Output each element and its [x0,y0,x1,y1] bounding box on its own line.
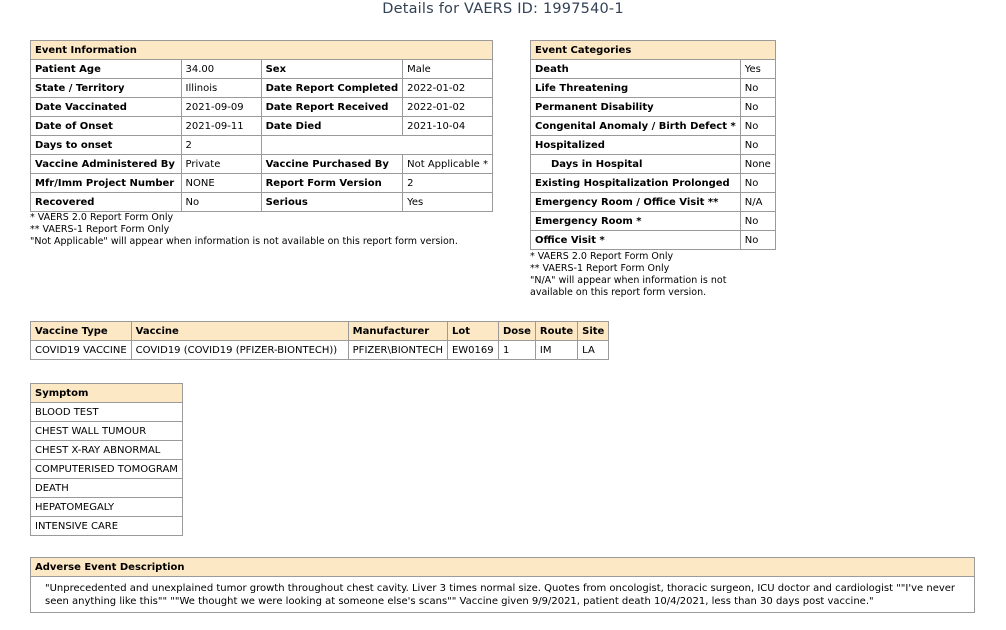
category-label: Death [531,60,741,79]
category-value: No [740,174,775,193]
footnote: * VAERS 2.0 Report Form Only [530,251,674,262]
footnote: "N/A" will appear when information is not [530,275,727,286]
category-label: Emergency Room * [531,212,741,231]
table-row [31,155,493,174]
field-value: Private [181,155,261,174]
category-value: No [740,212,775,231]
column-header: Vaccine [131,322,348,341]
field-label: Date Report Received [261,98,403,117]
field-label: Vaccine Administered By [31,155,182,174]
category-label: Existing Hospitalization Prolonged [531,174,741,193]
category-label: Hospitalized [531,136,741,155]
adverse-event-table [30,557,975,613]
field-label: Vaccine Purchased By [261,155,403,174]
footnote: "Not Applicable" will appear when information is not available on this report form version. [30,236,458,247]
vaccine-table [30,321,609,360]
table-row [31,577,975,613]
table-row [31,479,183,498]
category-label: Office Visit * [531,231,741,250]
field-label: Date Died [261,117,403,136]
symptom-item: COMPUTERISED TOMOGRAM [31,460,183,479]
category-label: Permanent Disability [531,98,741,117]
symptom-table [30,383,183,536]
symptom-item: HEPATOMEGALY [31,498,183,517]
table-row [531,117,776,136]
table-cell: LA [578,341,609,360]
table-row [31,460,183,479]
table-row [531,193,776,212]
footnote: ** VAERS-1 Report Form Only [530,263,670,274]
table-row [31,341,609,360]
column-header: Site [578,322,609,341]
symptom-item: BLOOD TEST [31,403,183,422]
table-cell: COVID19 (COVID19 (PFIZER-BIONTECH)) [131,341,348,360]
symptom-item: CHEST X-RAY ABNORMAL [31,441,183,460]
table-row [31,60,493,79]
table-row [531,60,776,79]
field-value: 2022-01-02 [403,79,493,98]
table-row [31,174,493,193]
field-value: Illinois [181,79,261,98]
symptom-item: INTENSIVE CARE [31,517,183,536]
page-title: Details for VAERS ID: 1997540-1 [382,1,624,17]
table-row [531,98,776,117]
field-label: Patient Age [31,60,182,79]
field-value: 2 [403,174,493,193]
field-label: Serious [261,193,403,212]
field-value: No [181,193,261,212]
footnote: * VAERS 2.0 Report Form Only [30,212,174,223]
table-header-row [31,322,609,341]
table-row [31,498,183,517]
event-information-table [30,40,493,212]
field-value: 2021-10-04 [403,117,493,136]
field-value: 2021-09-09 [181,98,261,117]
field-label: Report Form Version [261,174,403,193]
column-header: Route [535,322,577,341]
field-label: Date Report Completed [261,79,403,98]
column-header: Lot [447,322,498,341]
category-label: Life Threatening [531,79,741,98]
table-cell: COVID19 VACCINE [31,341,132,360]
table-header-row [31,41,493,60]
table-row [31,117,493,136]
empty-cell [261,136,492,155]
category-value: No [740,79,775,98]
table-row [31,79,493,98]
field-value: 2 [181,136,261,155]
category-value: None [740,155,775,174]
table-row [531,174,776,193]
adverse-event-description: "Unprecedented and unexplained tumor growth throughout chest cavity. Liver 3 times normal size. Quotes from oncologist, thoracic surgeon, ICU doctor and cardiologist ""I've never seen anything like this"" ""We thought we were looking at someone else's scans"" Vaccine given 9/9/2021, patient death 10/4/2021, less than 30 days post vaccine." [31,577,975,613]
table-cell: PFIZER\BIONTECH [348,341,447,360]
category-label: Emergency Room / Office Visit ** [531,193,741,212]
table-row [31,422,183,441]
table-row [31,441,183,460]
field-value: NONE [181,174,261,193]
table-row [531,212,776,231]
event-categories-notes [530,251,726,299]
table-row [531,136,776,155]
category-label: Congenital Anomaly / Birth Defect * [531,117,741,136]
table-cell: IM [535,341,577,360]
field-label: State / Territory [31,79,182,98]
field-value: Not Applicable * [403,155,493,174]
symptom-item: DEATH [31,479,183,498]
field-value: Yes [403,193,493,212]
table-row [31,98,493,117]
field-value: Male [403,60,493,79]
table-row [531,231,776,250]
category-value: No [740,98,775,117]
table-row [531,155,776,174]
category-value: No [740,117,775,136]
table-header-row [31,384,183,403]
category-value: No [740,231,775,250]
category-label: Days in Hospital [531,155,741,174]
symptom-item: CHEST WALL TUMOUR [31,422,183,441]
table-header-row [31,558,975,577]
table-row [531,79,776,98]
column-header: Dose [498,322,535,341]
symptom-header: Symptom [31,384,183,403]
category-value: Yes [740,60,775,79]
footnote: ** VAERS-1 Report Form Only [30,224,170,235]
field-label: Mfr/Imm Project Number [31,174,182,193]
field-label: Date Vaccinated [31,98,182,117]
field-value: 34.00 [181,60,261,79]
field-label: Recovered [31,193,182,212]
table-cell: 1 [498,341,535,360]
event-information-notes [30,212,458,248]
table-cell: EW0169 [447,341,498,360]
table-row [31,136,493,155]
event-categories-table [530,40,776,250]
event-information-header: Event Information [31,41,493,60]
table-row [31,517,183,536]
adverse-event-header: Adverse Event Description [31,558,975,577]
table-row [31,193,493,212]
table-header-row [531,41,776,60]
column-header: Manufacturer [348,322,447,341]
field-label: Date of Onset [31,117,182,136]
category-value: No [740,136,775,155]
column-header: Vaccine Type [31,322,132,341]
field-label: Sex [261,60,403,79]
field-value: 2022-01-02 [403,98,493,117]
field-value: 2021-09-11 [181,117,261,136]
category-value: N/A [740,193,775,212]
event-categories-header: Event Categories [531,41,776,60]
table-row [31,403,183,422]
footnote: available on this report form version. [530,287,707,298]
field-label: Days to onset [31,136,182,155]
